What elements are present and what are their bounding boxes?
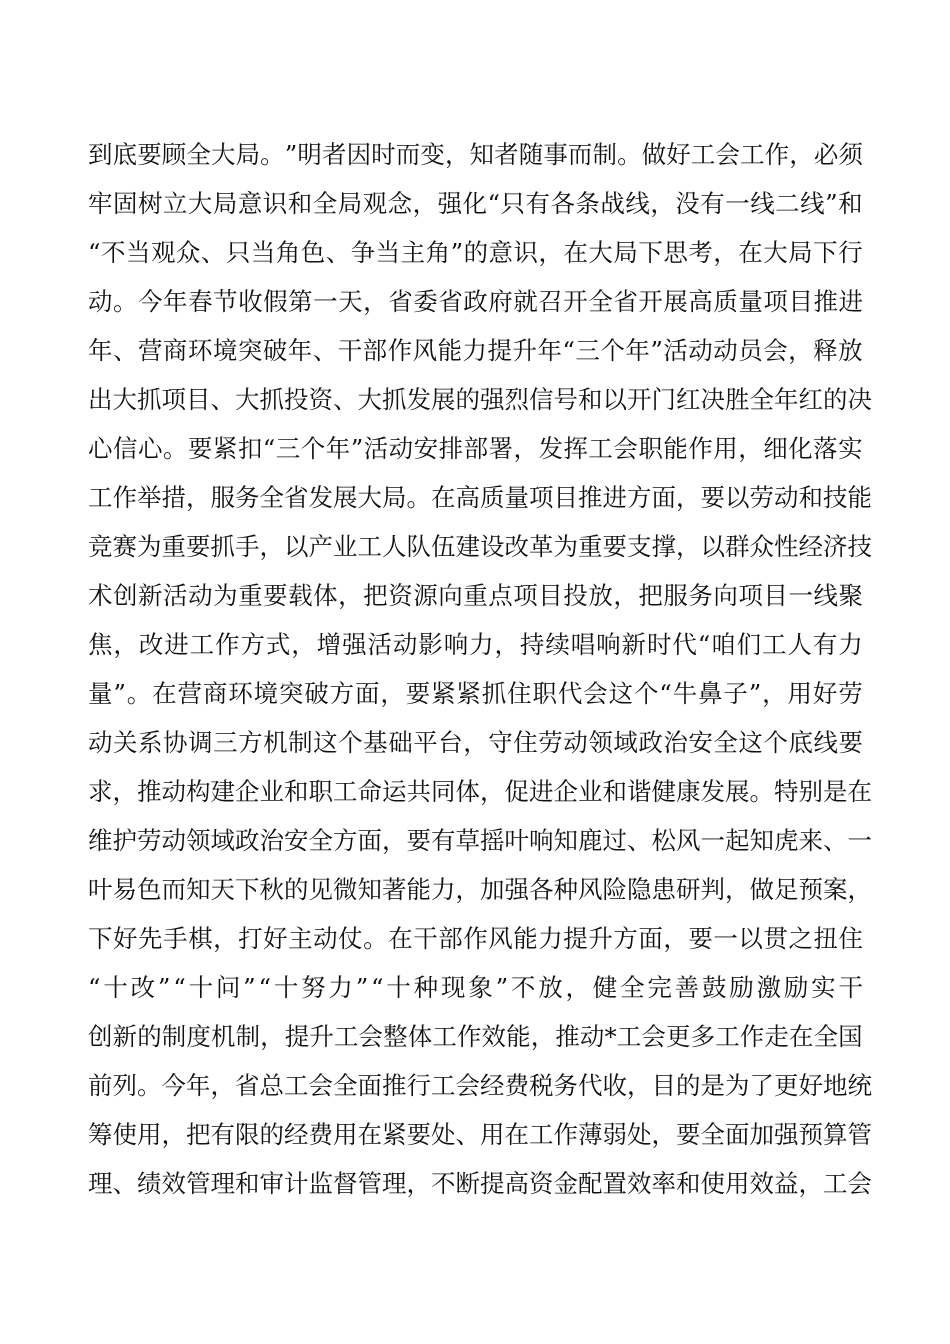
text-line: 牢 固 树 立 大 局 意 识 和 全 局 观 念 ， 强 化 “ 只 有 各 条 战 线 ， 没 有 一 线 二 线 ” 和 bbox=[88, 189, 863, 218]
text-line: 维 护 劳 动 领 域 政 治 安 全 方 面 ， 要 有 草 摇 叶 响 知 鹿 过 、 松 风 一 起 知 虎 来 、 一 bbox=[88, 826, 872, 855]
text-line: 术 创 新 活 动 为 重 要 载 体 ， 把 资 源 向 重 点 项 目 投 放 ， 把 服 务 向 项 目 一 线 聚 bbox=[88, 581, 863, 610]
text-line: “ 不 当 观 众 、 只 当 角 色 、 争 当 主 角 ” 的 意 识 ， 在 大 局 下 思 考 ， 在 大 局 下 行 bbox=[88, 238, 863, 267]
text-line: 心 信 心 。 要 紧 扣 “ 三 个 年 ” 活 动 安 排 部 署 ， 发 挥 工 会 职 能 作 用 ， 细 化 落 实 bbox=[88, 434, 863, 463]
text-line: 叶 易 色 而 知 天 下 秋 的 见 微 知 著 能 力 ， 加 强 各 种 风 险 隐 患 研 判 ， 做 足 预 案 ， bbox=[88, 875, 872, 904]
text-line: 下 好 先 手 棋 ， 打 好 主 动 仗 。 在 干 部 作 风 能 力 提 升 方 面 ， 要 一 以 贯 之 扭 住 bbox=[88, 924, 863, 953]
text-line: 到 底 要 顾 全 大 局 。 ” 明 者 因 时 而 变 ， 知 者 随 事 而 制 。 做 好 工 会 工 作 ， 必 须 bbox=[88, 140, 863, 169]
text-line: 创 新 的 制 度 机 制 ， 提 升 工 会 整 体 工 作 效 能 ， 推 动 * 工 会 更 多 工 作 走 在 全 国 bbox=[88, 1022, 863, 1051]
text-line: 筹 使 用 ， 把 有 限 的 经 费 用 在 紧 要 处 、 用 在 工 作 薄 弱 处 ， 要 全 面 加 强 预 算 管 bbox=[88, 1120, 872, 1149]
text-line: 求 ， 推 动 构 建 企 业 和 职 工 命 运 共 同 体 ， 促 进 企 业 和 谐 健 康 发 展 。 特 别 是 在 bbox=[88, 777, 872, 806]
text-line: 前 列 。 今 年 ， 省 总 工 会 全 面 推 行 工 会 经 费 税 务 代 收 ， 目 的 是 为 了 更 好 地 统 bbox=[88, 1071, 872, 1100]
text-line: 动 关 系 协 调 三 方 机 制 这 个 基 础 平 台 ， 守 住 劳 动 领 域 政 治 安 全 这 个 底 线 要 bbox=[88, 728, 863, 757]
text-line: “ 十 改 ” “ 十 问 ” “ 十 努 力 ” “ 十 种 现 象 ” 不 放 ， 健 全 完 善 鼓 励 激 励 实 干 bbox=[88, 973, 863, 1002]
text-line: 出 大 抓 项 目 、 大 抓 投 资 、 大 抓 发 展 的 强 烈 信 号 和 以 开 门 红 决 胜 全 年 红 的 决 bbox=[88, 385, 872, 414]
text-line: 竞 赛 为 重 要 抓 手 ， 以 产 业 工 人 队 伍 建 设 改 革 为 重 要 支 撑 ， 以 群 众 性 经 济 技 bbox=[88, 532, 872, 561]
text-line: 量 ” 。 在 营 商 环 境 突 破 方 面 ， 要 紧 紧 抓 住 职 代 会 这 个 “ 牛 鼻 子 ” ， 用 好 劳 bbox=[88, 679, 863, 708]
text-line: 年 、 营 商 环 境 突 破 年 、 干 部 作 风 能 力 提 升 年 “ 三 个 年 ” 活 动 动 员 会 ， 释 放 bbox=[88, 336, 863, 365]
text-line: 理 、 绩 效 管 理 和 审 计 监 督 管 理 ， 不 断 提 高 资 金 配 置 效 率 和 使 用 效 益 ， 工 会 bbox=[88, 1169, 872, 1198]
text-line: 焦 ， 改 进 工 作 方 式 ， 增 强 活 动 影 响 力 ， 持 续 唱 响 新 时 代 “ 咱 们 工 人 有 力 bbox=[88, 630, 863, 659]
text-line: 动 。 今 年 春 节 收 假 第 一 天 ， 省 委 省 政 府 就 召 开 全 省 开 展 高 质 量 项 目 推 进 bbox=[88, 287, 863, 316]
text-line: 工 作 举 措 ， 服 务 全 省 发 展 大 局 。 在 高 质 量 项 目 推 进 方 面 ， 要 以 劳 动 和 技 能 bbox=[88, 483, 872, 512]
body-text bbox=[88, 130, 872, 1208]
